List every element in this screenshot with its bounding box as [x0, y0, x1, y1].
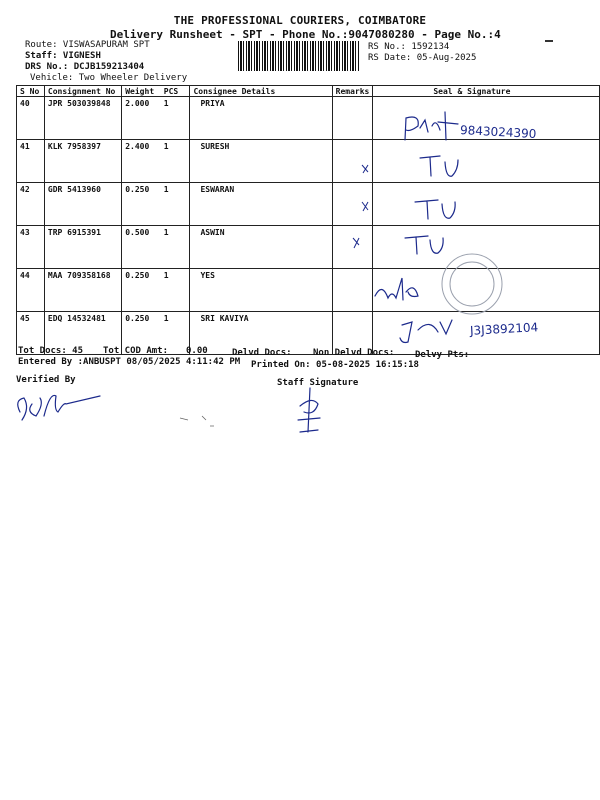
- cell-weight-pcs: 0.250 1: [122, 269, 190, 312]
- signature-scribble-icon: [405, 112, 458, 140]
- tot-cod-label: Tot COD Amt:: [103, 346, 169, 356]
- delvd-docs: Delvd Docs:: [232, 348, 292, 358]
- tot-docs: Tot Docs: 45: [18, 346, 84, 356]
- cell-weight-pcs: 2.000 1: [122, 97, 190, 140]
- cell-consignment: TRP 6915391: [44, 226, 121, 269]
- cell-consignment: MAA 709358168: [44, 269, 121, 312]
- cell-weight-pcs: 0.250 1: [122, 183, 190, 226]
- remark-x-icon: [353, 238, 359, 248]
- staff-label: Staff: VIGNESH: [25, 51, 101, 61]
- cell-sno: 41: [17, 140, 45, 183]
- printed-on: Printed On: 05-08-2025 16:15:18: [251, 360, 419, 370]
- cell-weight-pcs: 0.500 1: [122, 226, 190, 269]
- col-signature: Seal & Signature: [373, 86, 600, 97]
- staff-signature-label: Staff Signature: [277, 378, 359, 388]
- cell-weight-pcs: 0.250 1: [122, 312, 190, 355]
- verified-by-label: Verified By: [16, 375, 76, 385]
- cell-sno: 44: [17, 269, 45, 312]
- cell-consignment: EDQ 14532481: [44, 312, 121, 355]
- seal-stamp-icon: [442, 254, 502, 314]
- remark-x-icon: [362, 165, 368, 173]
- tu-signature-icon: [420, 156, 458, 176]
- verified-signature-icon: [18, 395, 100, 420]
- tu-signature-icon: [405, 236, 443, 254]
- col-consignment: Consignment No: [44, 86, 121, 97]
- col-remarks: Remarks: [332, 86, 373, 97]
- cell-consignee: PRIYA: [190, 97, 332, 140]
- cell-consignment: KLK 7958397: [44, 140, 121, 183]
- sig-phone-40: 9843024390: [459, 123, 537, 141]
- cell-sno: 45: [17, 312, 45, 355]
- cell-consignment: JPR 503039848: [44, 97, 121, 140]
- stray-mark-icon: [180, 416, 214, 426]
- delvy-pts: Delvy Pts:: [415, 350, 470, 360]
- entered-by: Entered By :ANBUSPT 08/05/2025 4:11:42 PM: [18, 357, 241, 367]
- rs-number: RS No.: 1592134: [368, 42, 450, 52]
- tu-signature-icon: [415, 200, 455, 219]
- sig-phone-45: J3J3892104: [469, 320, 539, 338]
- tot-cod-value: 0.00: [186, 346, 208, 356]
- drs-number: DRS No.: DCJB159213404: [25, 62, 145, 72]
- col-consignee: Consignee Details: [190, 86, 332, 97]
- cell-sno: 43: [17, 226, 45, 269]
- signature-scribble-icon: [400, 320, 452, 343]
- cell-weight-pcs: 2.400 1: [122, 140, 190, 183]
- company-title: THE PROFESSIONAL COURIERS, COIMBATORE: [173, 14, 427, 27]
- cell-sno: 42: [17, 183, 45, 226]
- runsheet-title: Delivery Runsheet - SPT - Phone No.:9047080280 - Page No.:4: [110, 28, 501, 41]
- non-delvd-docs: Non Delvd Docs:: [313, 348, 395, 358]
- signature-scribble-icon: [375, 278, 418, 300]
- remark-x-icon: [362, 202, 368, 211]
- cell-consignee: SRI KAVIYA: [190, 312, 332, 355]
- cell-consignee: SURESH: [190, 140, 332, 183]
- cell-consignee: ASWIN: [190, 226, 332, 269]
- cell-consignment: GDR 5413960: [44, 183, 121, 226]
- vehicle-label: Vehicle: Two Wheeler Delivery: [30, 73, 188, 83]
- rs-date: RS Date: 05-Aug-2025: [368, 53, 477, 63]
- cell-consignee: ESWARAN: [190, 183, 332, 226]
- col-sno: S No: [17, 86, 45, 97]
- route-label: Route: VISWASAPURAM SPT: [25, 40, 150, 50]
- cell-consignee: YES: [190, 269, 332, 312]
- staff-signature-icon: [298, 388, 320, 432]
- cell-sno: 40: [17, 97, 45, 140]
- col-weight-pcs: Weight PCS: [122, 86, 190, 97]
